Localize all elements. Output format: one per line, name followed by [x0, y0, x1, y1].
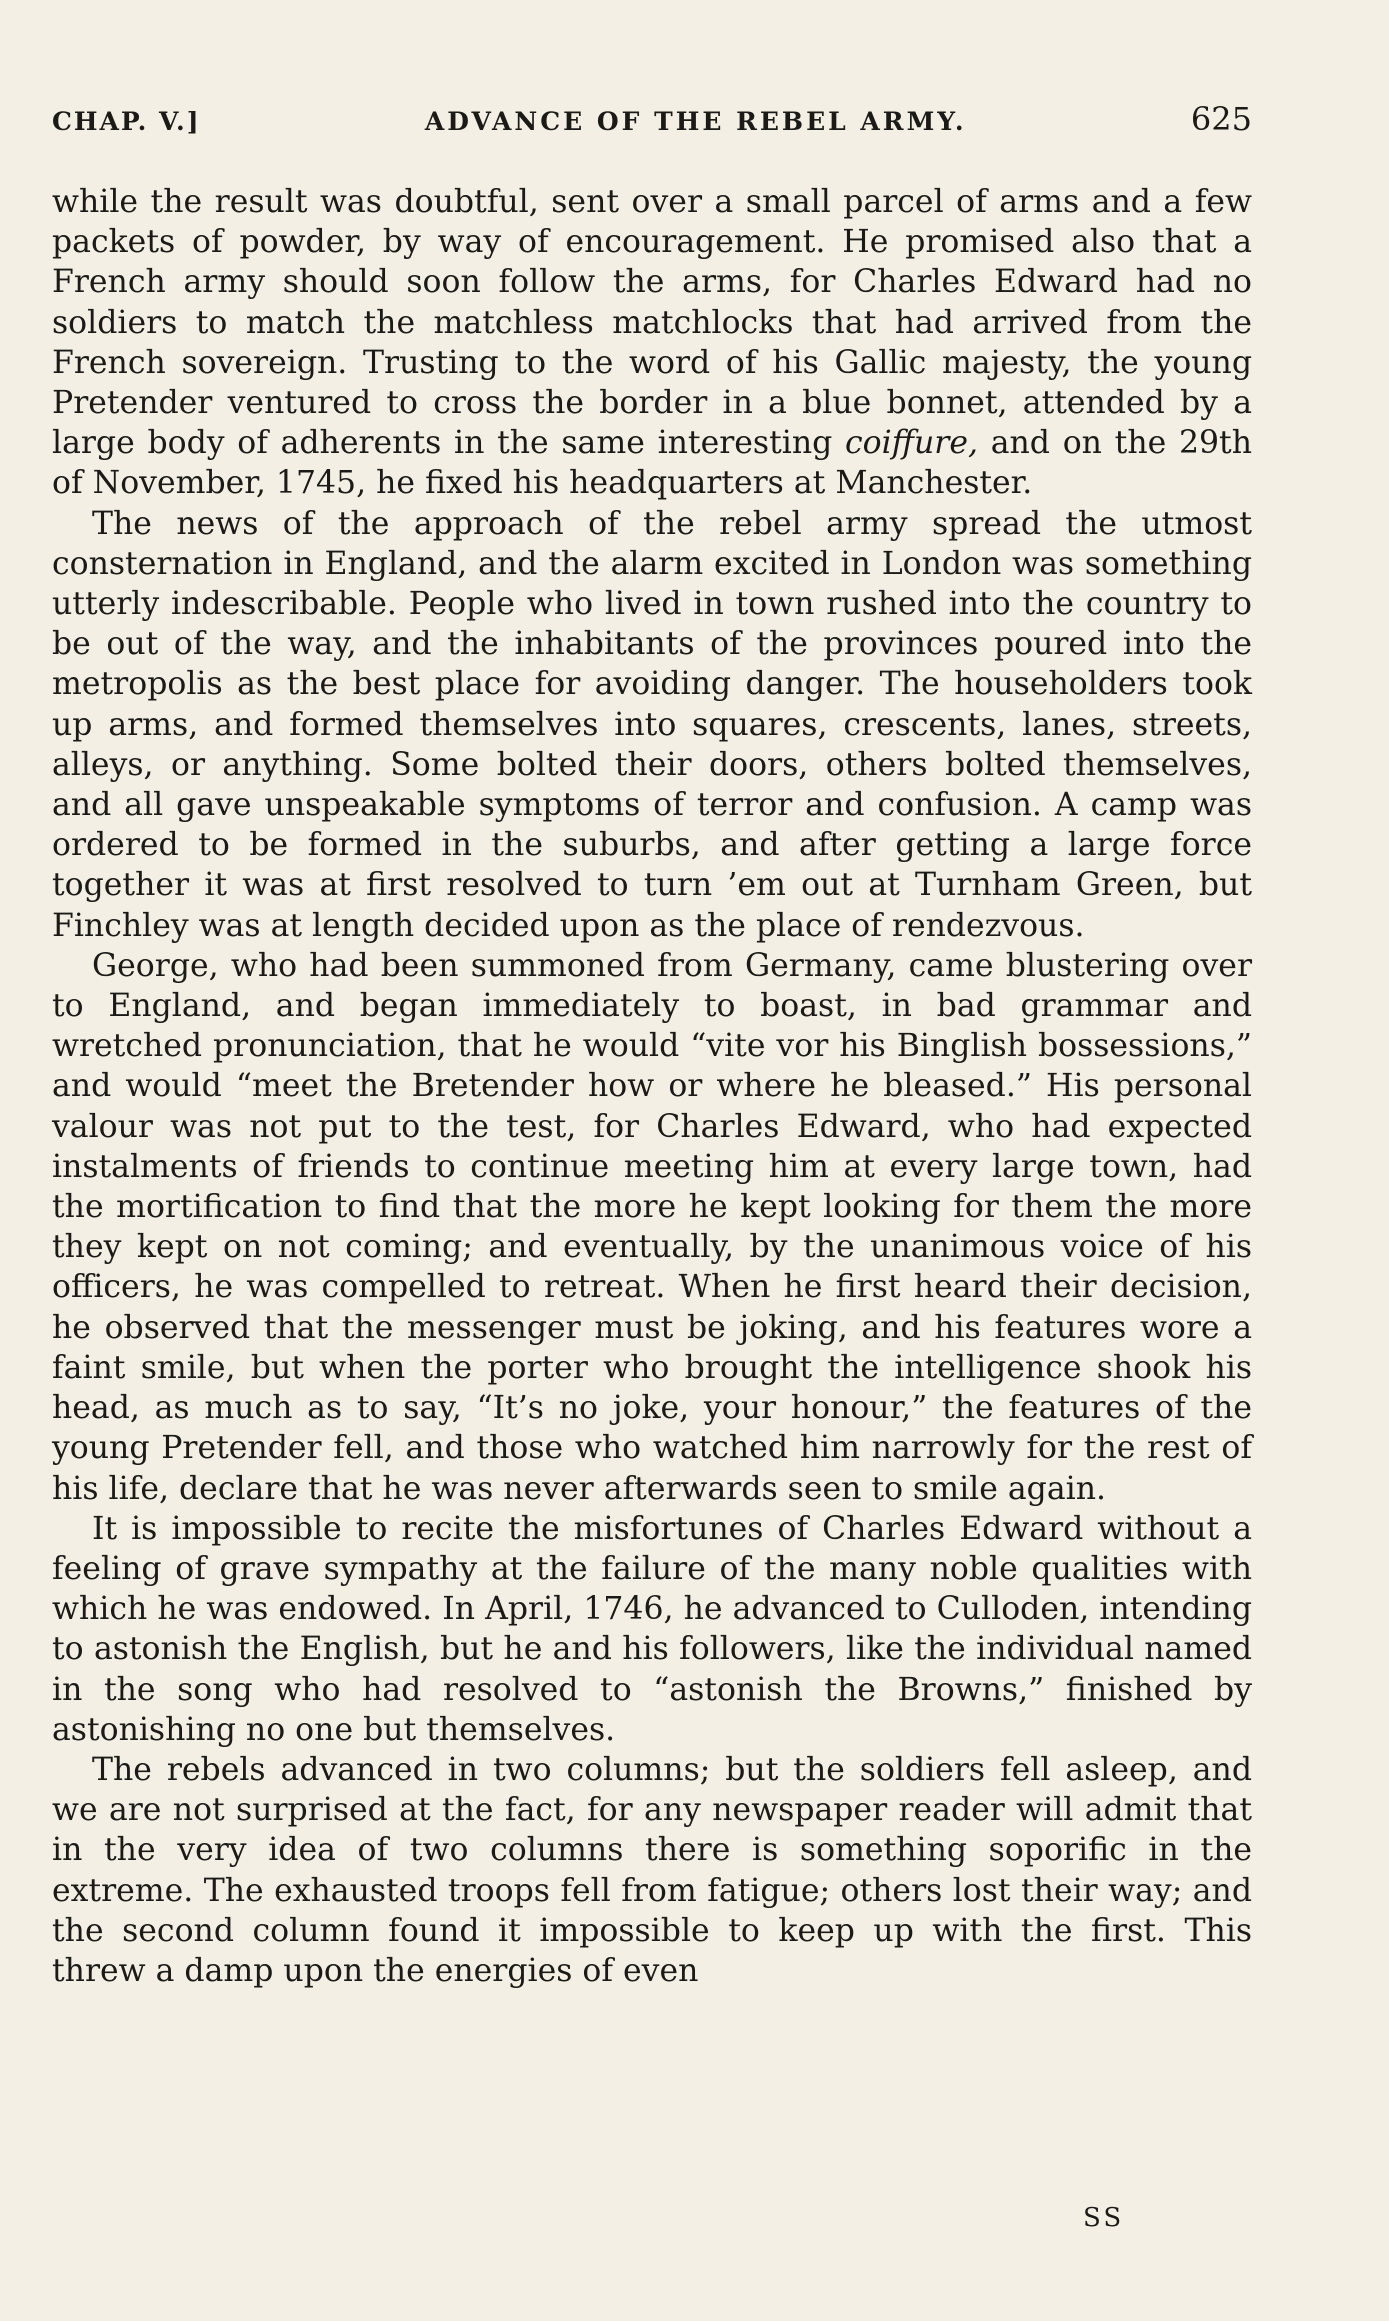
- paragraph-1-start: while the result was doubtful, sent over a small parcel of arms and a few packets of powder, by way of encouragement. He promised also that a French army should soon follow the arms, for Charles Edward had no soldiers to match the matchless matchlocks that had arrived from the French sovereign. Trusting to the word of his Gallic majesty, the young Pretender ventured to cross the border in a blue bonnet, attended by a large body of adherents in the same interesting: [52, 184, 1252, 462]
- italic-word: coiffure,: [845, 425, 979, 462]
- page-number: 625: [1190, 100, 1252, 138]
- signature-mark: SS: [1083, 2203, 1125, 2233]
- paragraph-2: The news of the approach of the rebel army spread the utmost consternation in England, and the alarm excited in London was something utterly indescribable. People who lived in town rushed into the country to be out of the way, and the inhabitants of the provinces poured into the metropolis as the best place for avoiding danger. The householders took up arms, and formed themselves into squares, crescents, lanes, streets, alleys, or anything. Some bolted their doors, others bolted themselves, and all gave unspeakable symptoms of terror and confusion. A camp was ordered to be formed in the suburbs, and after getting a large force together it was at first resolved to turn ’em out at Turnham Green, but Finchley was at length decided upon as the place of rendezvous.: [52, 505, 1252, 944]
- running-header: [52, 100, 1252, 160]
- book-page: [52, 100, 1252, 1991]
- running-title: ADVANCE OF THE REBEL ARMY.: [424, 107, 967, 136]
- paragraph-1-end: and on the 29th of November, 1745, he fixed his headquarters at Manchester.: [52, 425, 1253, 502]
- paragraph-3: George, who had been summoned from Germany, came blustering over to England, and began immediately to boast, in bad grammar and wretched pronunciation, that he would “vite vor his Binglish bossessions,” and would “meet the Bretender how or where he bleased.” His personal valour was not put to the test, for Charles Edward, who had expected instalments of friends to continue meeting him at every large town, had the mortification to find that the more he kept looking for them the more they kept on not coming; and eventually, by the unanimous voice of his officers, he was compelled to retreat. When he first heard their decision, he observed that the messenger must be joking, and his features wore a faint smile, but when the porter who brought the intelligence shook his head, as much as to say, “It’s no joke, your honour,” the features of the young Pretender fell, and those who watched him narrowly for the rest of his life, declare that he was never afterwards seen to smile again.: [52, 947, 1252, 1507]
- paragraph-5: The rebels advanced in two columns; but the soldiers fell asleep, and we are not surprised at the fact, for any newspaper reader will admit that in the very idea of two columns there is something soporific in the extreme. The exhausted troops fell from fatigue; others lost their way; and the second column found it impossible to keep up with the first. This threw a damp upon the energies of even: [52, 1751, 1252, 1989]
- body-text: [52, 182, 1252, 1991]
- paragraph-4: It is impossible to recite the misfortunes of Charles Edward without a feeling of grave sympathy at the failure of the many noble qualities with which he was endowed. In April, 1746, he advanced to Culloden, intending to astonish the English, but he and his followers, like the individual named in the song who had resolved to “astonish the Browns,” finished by astonishing no one but themselves.: [52, 1510, 1252, 1748]
- chapter-label: CHAP. V.]: [52, 107, 201, 136]
- paragraph-1: [52, 182, 1252, 504]
